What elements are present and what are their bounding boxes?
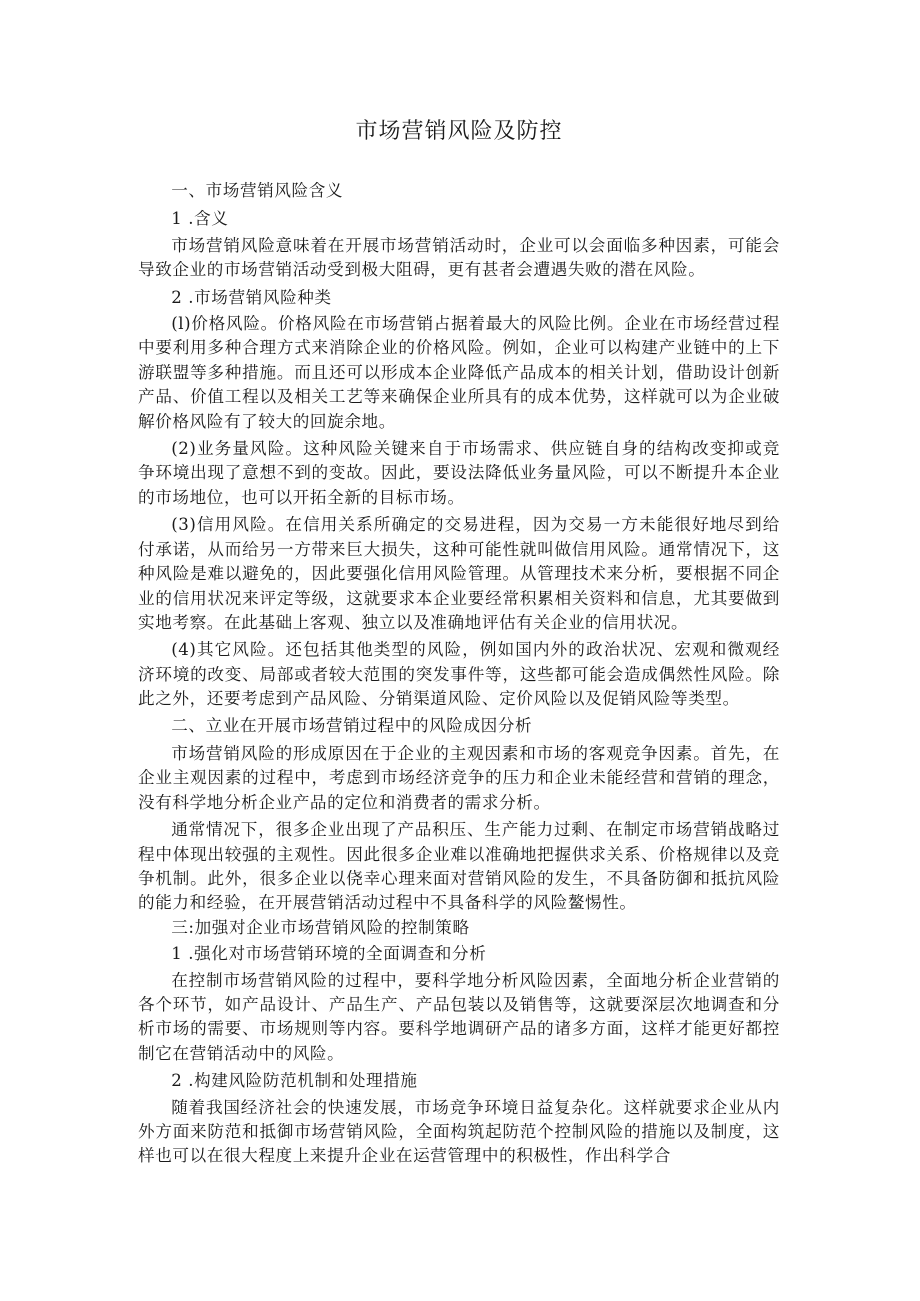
paragraph-definition: 市场营销风险意味着在开展市场营销活动时，企业可以会面临多种因素，可能会导致企业的市场营销活动受到极大阻碍，更有甚者会遭遇失败的潜在风险。 xyxy=(138,235,780,280)
paragraph-price-risk: (l)价格风险。价格风险在市场营销占据着最大的风险比例。企业在市场经营过程中要利用多种合理方式来消除企业的价格风险。例如，企业可以构建产业链中的上下游联盟等多种措施。而且还可以形成本企业降低产品成本的相关计划，借助设计创新产品、价值工程以及相关工艺等来确保企业所具有的成本优势，这样就可以为企业破解价格风险有了较大的回旋余地。 xyxy=(138,314,780,431)
section-heading-1: 一、市场营销风险含义 xyxy=(171,181,344,200)
paragraph-environment-analysis: 在控制市场营销风险的过程中，要科学地分析风险因素，全面地分析企业营销的各个环节，如产品设计、产品生产、产品包装以及销售等，这就要深层次地调查和分析市场的需要、市场规则等内容。要科学地调研产品的诸多方面，这样才能更好都控制它在营销活动中的风险。 xyxy=(138,970,780,1063)
subsection-heading-1-1: 1 .含义 xyxy=(171,209,229,229)
subsection-heading-1-2: 2 .市场营销风险种类 xyxy=(171,287,332,307)
paragraph-causes-2: 通常情况下，很多企业出现了产品积压、生产能力过剩、在制定市场营销战略过程中体现出较强的主观性。因此很多企业难以准确地把握供求关系、价格规律以及竞争机制。此外，很多企业以侥幸心理来面对营销风险的发生，不具备防御和抵抗风险的能力和经验，在开展营销活动过程中不具备科学的风险鳌惕性。 xyxy=(138,820,780,913)
section-heading-3: 三:加强对企业市场营销风险的控制策略 xyxy=(171,917,470,937)
paragraph-volume-risk: (2)业务量风险。这种风险关键来自于市场需求、供应链自身的结构改变抑或竞争环境出现了意想不到的变故。因此，要设法降低业务量风险，可以不断提升本企业的市场地位，也可以开拓全新的目标市场。 xyxy=(138,439,780,507)
subsection-heading-3-1: 1 .强化对市场营销环境的全面调查和分析 xyxy=(171,944,487,964)
subsection-heading-3-2: 2 .构建风险防范机制和处理措施 xyxy=(171,1071,418,1091)
paragraph-other-risk: (4)其它风险。还包括其他类型的风险，例如国内外的政治状况、宏观和微观经济环境的改变、局部或者较大范围的突发事件等，这些都可能会造成偶然性风险。除此之外，还要考虑到产品风险、分销渠道风险、定价风险以及促销风险等类型。 xyxy=(138,640,780,709)
document-title: 市场营销风险及防控 xyxy=(355,119,563,144)
section-heading-2: 二、立业在开展市场营销过程中的风险成因分析 xyxy=(171,715,533,735)
paragraph-causes-1: 市场营销风险的形成原因在于企业的主观因素和市场的客观竞争因素。首先，在企业主观因素的过程中，考虑到市场经济竞争的压力和企业未能经营和营销的理念，没有科学地分析企业产品的定位和消费者的需求分析。 xyxy=(138,743,780,812)
paragraph-prevention-mechanism: 随着我国经济社会的快速发展，市场竞争环境日益复杂化。这样就要求企业从内外方面来防范和抵御市场营销风险，全面构筑起防范个控制风险的措施以及制度，这样也可以在很大程度上来提升企业在运营管理中的积极性，作出科学合 xyxy=(138,1097,780,1166)
paragraph-credit-risk: (3)信用风险。在信用关系所确定的交易进程，因为交易一方未能很好地尽到给付承诺，从而给另一方带来巨大损失，这种可能性就叫做信用风险。通常情况下，这种风险是难以避免的，因此要强化信用风险管理。从管理技术来分析，要根据不同企业的信用状况来评定等级，这就要求本企业要经常积累相关资料和信息，尤其要做到实地考察。在此基础上客观、独立以及准确地评估有关企业的信用状况。 xyxy=(138,515,780,632)
